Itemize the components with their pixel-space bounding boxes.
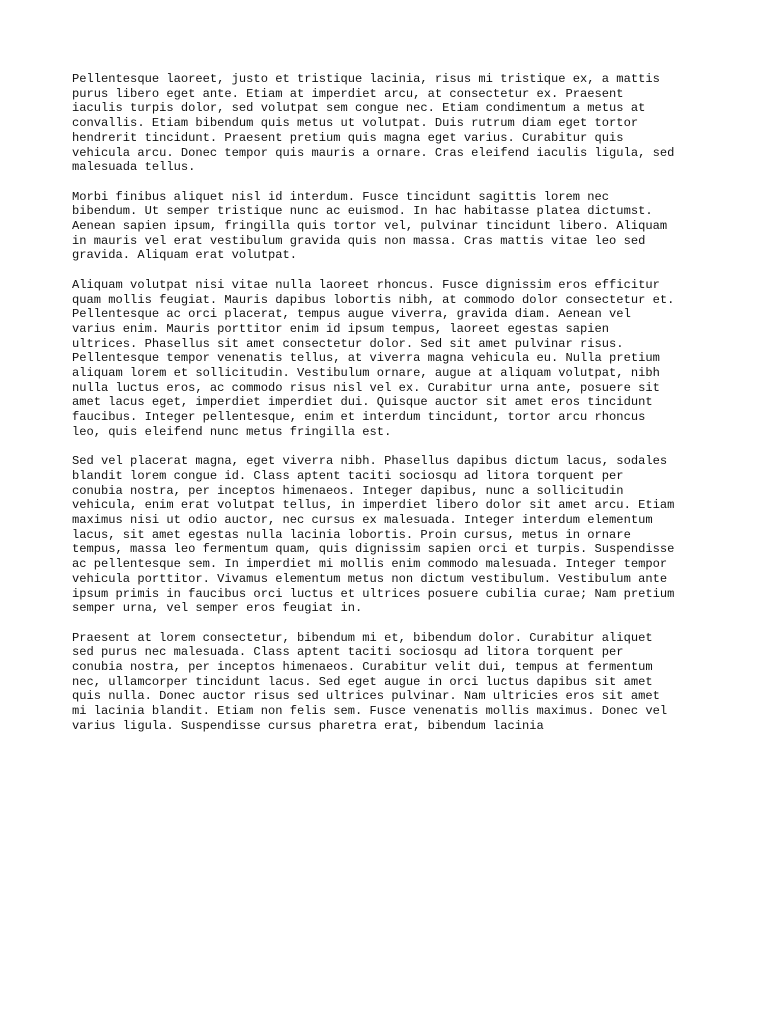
paragraph: Morbi finibus aliquet nisl id interdum. Fusce tincidunt sagittis lorem nec bibendum. Ut semper tristique nunc ac euismod. In hac habitasse platea dictumst. Aenean sapien ipsum, fringilla quis tortor vel, pulvinar tincidunt libero. Aliquam in mauris vel erat vestibulum gravida quis non massa. Cras mattis vitae leo sed gravida. Aliquam erat volutpat. — [72, 189, 668, 263]
paragraph: Praesent at lorem consectetur, bibendum mi et, bibendum dolor. Curabitur aliquet sed purus nec malesuada. Class aptent taciti sociosqu ad litora torquent per conubia nostra, per inceptos himenaeos. Curabitur velit dui, tempus at fermentum nec, ullamcorper tincidunt lacus. Sed eget augue in orci luctus dapibus sit amet quis nulla. Donec auctor risus sed ultrices pulvinar. Nam ultricies eros sit amet mi lacinia blandit. Etiam non felis sem. Fusce venenatis mollis maximus. Donec vel varius ligula. Suspendisse cursus pharetra erat, bibendum lacinia — [72, 630, 668, 733]
paragraph: Pellentesque laoreet, justo et tristique lacinia, risus mi tristique ex, a mattis purus libero eget ante. Etiam at imperdiet arcu, at consectetur ex. Praesent iaculis turpis dolor, sed volutpat sem congue nec. Etiam condimentum a metus at convallis. Etiam bibendum quis metus ut volutpat. Duis rutrum diam eget tortor hendrerit tincidunt. Praesent pretium quis magna eget varius. Curabitur quis vehicula arcu. Donec tempor quis mauris a ornare. Cras eleifend iaculis ligula, sed malesuada tellus. — [72, 72, 675, 175]
paragraph: Aliquam volutpat nisi vitae nulla laoreet rhoncus. Fusce dignissim eros efficitur quam mollis feugiat. Mauris dapibus lobortis nibh, at commodo dolor consectetur et. Pellentesque ac orci placerat, tempus augue viverra, gravida diam. Aenean vel varius enim. Mauris porttitor enim id ipsum tempus, laoreet egestas sapien ultrices. Phasellus sit amet consectetur dolor. Sed sit amet pulvinar risus. Pellentesque tempor venenatis tellus, at viverra magna vehicula eu. Nulla pretium aliquam lorem et sollicitudin. Vestibulum ornare, augue at aliquam volutpat, nibh nulla luctus eros, ac commodo risus nisl vel ex. Curabitur urna ante, posuere sit amet lacus eget, imperdiet imperdiet dui. Quisque auctor sit amet eros tincidunt faucibus. Integer pellentesque, enim et interdum tincidunt, tortor arcu rhoncus leo, quis eleifend nunc metus fringilla est. — [72, 277, 675, 439]
paragraph: Sed vel placerat magna, eget viverra nibh. Phasellus dapibus dictum lacus, sodales blandit lorem congue id. Class aptent taciti sociosqu ad litora torquent per conubia nostra, per inceptos himenaeos. Integer dapibus, nunc a sollicitudin vehicula, enim erat volutpat tellus, in imperdiet libero dolor sit amet arcu. Etiam maximus nisi ut odio auctor, nec cursus ex malesuada. Integer interdum elementum lacus, sit amet egestas nulla lacinia lobortis. Proin cursus, metus in ornare tempus, massa leo fermentum quam, quis dignissim sapien orci et turpis. Suspendisse ac pellentesque sem. In imperdiet mi mollis enim commodo malesuada. Integer tempor vehicula porttitor. Vivamus elementum metus non dictum vestibulum. Vestibulum ante ipsum primis in faucibus orci luctus et ultrices posuere cubilia curae; Nam pretium semper urna, vel semper eros feugiat in. — [72, 454, 675, 616]
document-body — [72, 72, 702, 748]
